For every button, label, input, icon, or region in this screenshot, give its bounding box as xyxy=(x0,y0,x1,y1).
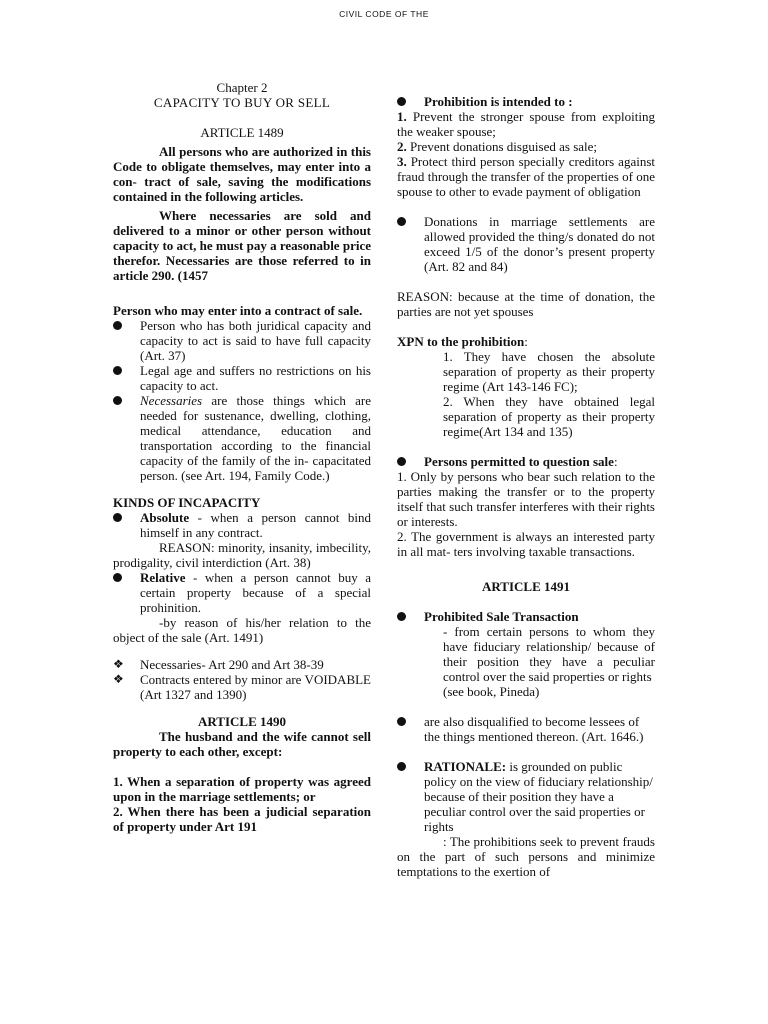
kinds-of-incapacity-heading: KINDS OF INCAPACITY xyxy=(113,495,261,510)
article-1490-paragraph: The husband and the wife cannot sell property to each other, except: xyxy=(113,729,371,759)
chapter-number: Chapter 2 xyxy=(216,80,268,95)
article-1490-exception-2: 2. When there has been a judicial separation of property under Art 191 xyxy=(113,804,371,834)
article-1489-heading: ARTICLE 1489 xyxy=(200,125,284,140)
chapter-title: CAPACITY TO BUY OR SELL xyxy=(153,95,331,110)
list-item: Absolute - when a person cannot bind himself in any contract. xyxy=(113,510,371,540)
bullet-icon xyxy=(397,214,415,229)
bullet-icon xyxy=(113,393,131,408)
bullet-icon xyxy=(397,94,415,109)
diamond-bullet-icon: ❖ xyxy=(113,672,124,686)
who-may-enter-heading: Person who may enter into a contract of sale. xyxy=(113,303,363,318)
rationale-continuation: : The prohibitions seek to prevent frauds on the part of such persons and minimize temptations to the exertion of xyxy=(397,834,655,879)
permitted-item-1: 1. Only by persons who bear such relation to the parties making the transfer or to the property itself that such transfer interferes with their rights or interests. xyxy=(397,469,655,529)
prohibition-item-2: 2. Prevent donations disguised as sale; xyxy=(397,139,598,154)
xpn-heading: XPN to the prohibition: xyxy=(397,334,528,349)
reason-paragraph: REASON: because at the time of donation, the parties are not yet spouses xyxy=(397,289,655,319)
bullet-icon xyxy=(113,318,131,333)
article-1489-paragraph-1: All persons who are authorized in this Code to obligate themselves, may enter into a con- tract of sale, saving the modifications contained in the following articles. xyxy=(113,144,371,204)
list-item: Legal age and suffers no restrictions on his capacity to act. xyxy=(113,363,371,393)
article-1490-heading: ARTICLE 1490 xyxy=(197,714,287,729)
bullet-icon xyxy=(397,609,415,624)
bullet-icon xyxy=(397,759,415,774)
prohibited-sale-body: - from certain persons to whom they have fiduciary relationship/ because of their position they have a peculiar control over the said properties or rights xyxy=(443,624,655,684)
list-item: Donations in marriage settlements are allowed provided the thing/s donated do not exceed 1/5 of the donor’s present property (Art. 82 and 84) xyxy=(397,214,655,274)
list-item: Relative - when a person cannot buy a certain property because of a special prohinition. xyxy=(113,570,371,615)
permitted-item-2: 2. The government is always an interested party in all mat- ters involving taxable transactions. xyxy=(397,529,655,559)
running-header: CIVIL CODE OF THE xyxy=(339,9,429,19)
list-item: Necessaries are those things which are needed for sustenance, dwelling, clothing, medical attendance, education and transportation according to the financial capacity of the family of the in- capacitated person. (see Art. 194, Family Code.) xyxy=(113,393,371,483)
permitted-heading: Persons permitted to question sale: xyxy=(397,454,655,469)
list-item: ❖ Contracts entered by minor are VOIDABLE (Art 1327 and 1390) xyxy=(113,672,371,702)
prohibition-item-1: 1. Prevent the stronger spouse from exploiting the weaker spouse; xyxy=(397,109,655,139)
prohibition-item-3: 3. Protect third person specially creditors against fraud through the transfer of the properties of one spouse to other to evade payment of obligation xyxy=(397,154,655,199)
diamond-bullet-icon: ❖ xyxy=(113,657,124,671)
prohibition-heading: Prohibition is intended to : xyxy=(397,94,655,109)
prohibited-sale-reference: (see book, Pineda) xyxy=(443,684,540,699)
relative-reason: -by reason of his/her relation to the object of the sale (Art. 1491) xyxy=(113,615,371,645)
xpn-item-2: 2. When they have obtained legal separation of property as their property regime(Art 134 and 135) xyxy=(443,394,655,439)
article-1491-heading: ARTICLE 1491 xyxy=(481,579,571,594)
bullet-icon xyxy=(113,510,131,525)
bullet-icon xyxy=(397,454,415,469)
bullet-icon xyxy=(397,714,415,729)
article-1489-paragraph-2: Where necessaries are sold and delivered to a minor or other person without capacity to act, he must pay a reasonable price therefor. Necessaries are those referred to in article 290. (1457 xyxy=(113,208,371,283)
absolute-reason: REASON: minority, insanity, imbecility, prodigality, civil interdiction (Art. 38) xyxy=(113,540,371,570)
list-item: are also disqualified to become lessees of the things mentioned thereon. (Art. 1646.) xyxy=(397,714,655,744)
left-column xyxy=(113,80,371,834)
list-item: ❖ Necessaries- Art 290 and Art 38-39 xyxy=(113,657,324,672)
list-item: Person who has both juridical capacity and capacity to act is said to have full capacity (Art. 37) xyxy=(113,318,371,363)
bullet-icon xyxy=(113,570,131,585)
right-column xyxy=(397,94,655,879)
xpn-item-1: 1. They have chosen the absolute separation of property as their property regime (Art 143-146 FC); xyxy=(443,349,655,394)
article-1490-exception-1: 1. When a separation of property was agreed upon in the marriage settlements; or xyxy=(113,774,371,804)
bullet-icon xyxy=(113,363,131,378)
prohibited-sale-heading: Prohibited Sale Transaction xyxy=(397,609,655,624)
list-item: RATIONALE: is grounded on public policy on the view of fiduciary relationship/ because of their position they have a peculiar control over the said properties or rights xyxy=(397,759,655,834)
